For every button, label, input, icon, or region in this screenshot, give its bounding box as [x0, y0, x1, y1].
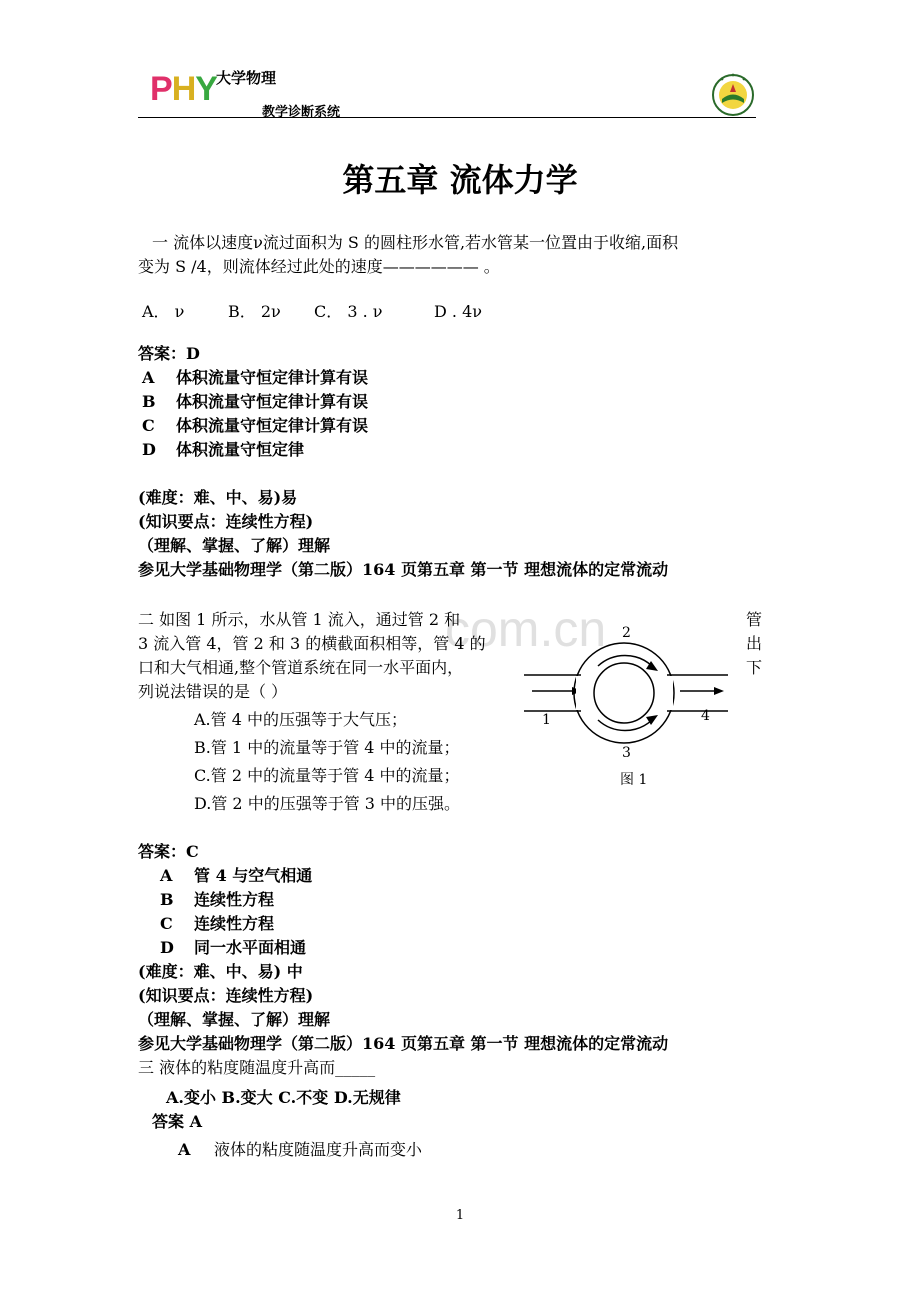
fig-label-2: 2: [622, 625, 631, 641]
q2-option-b: B.管 1 中的流量等于管 4 中的流量；: [194, 738, 460, 757]
q2-note-c-letter: C: [160, 914, 173, 933]
q2-note-b-text: 连续性方程: [194, 890, 275, 909]
fig-label-3: 3: [622, 745, 631, 761]
q1-note-a-letter: A: [142, 368, 155, 387]
q1-option-d: D . 4ν: [434, 302, 482, 321]
q2-difficulty: (难度：难、中、易) 中: [138, 962, 303, 981]
university-seal-icon: [710, 72, 756, 118]
q2-stem-line4: 列说法错误的是（ ）: [138, 682, 288, 701]
pipe2-flow-arc: [598, 656, 652, 666]
header-line1: 大学物理: [216, 69, 277, 87]
q2-option-a: A.管 4 中的压强等于大气压；: [194, 710, 407, 729]
q2-level: （理解、掌握、了解）理解: [138, 1010, 331, 1029]
q1-note-d-text: 体积流量守恒定律: [176, 440, 305, 459]
q2-note-c-text: 连续性方程: [194, 914, 275, 933]
header-line2: 教学诊断系统: [262, 105, 341, 120]
pipe-diagram: [520, 618, 732, 794]
pipe-outer-ring: [574, 643, 674, 743]
q2-note-a-letter: A: [160, 866, 173, 885]
q1-option-c: C． 3 . ν: [314, 302, 383, 321]
q2-option-d: D.管 2 中的压强等于管 3 中的压强。: [194, 794, 461, 813]
chapter-title: 第五章 流体力学: [342, 161, 578, 199]
page-number: 1: [455, 1208, 465, 1223]
q1-difficulty: (难度：难、中、易)易: [138, 488, 298, 507]
pipe-inner-ring: [594, 663, 654, 723]
q1-answer: 答案：D: [138, 344, 200, 363]
header-divider: [138, 117, 756, 118]
q1-stem-line1: 一 流体以速度ν流过面积为 S 的圆柱形水管,若水管某一位置由于收缩,面积: [152, 233, 679, 252]
pipe4-arrow-head: [714, 687, 724, 695]
pipe3-flow-arc: [598, 720, 652, 730]
q1-knowledge: (知识要点：连续性方程): [138, 512, 314, 531]
q2-note-d-letter: D: [160, 938, 174, 957]
q2-stem-line3: 口和大气相通,整个管道系统在同一水平面内，: [138, 658, 464, 677]
q2-option-c: C.管 2 中的流量等于管 4 中的流量；: [194, 766, 460, 785]
q1-note-a-text: 体积流量守恒定律计算有误: [176, 368, 369, 387]
fig-label-4: 4: [701, 708, 710, 724]
q1-option-a: A． ν: [142, 302, 185, 321]
q3-note-letter: A: [178, 1140, 191, 1159]
q3-note-text: 液体的粘度随温度升高而变小: [214, 1140, 423, 1159]
q2-stem-line2: 3 流入管 4，管 2 和 3 的横截面积相等，管 4 的: [138, 634, 486, 653]
q1-note-b-letter: B: [142, 392, 156, 411]
q3-stem: 三 液体的粘度随温度升高而_____: [138, 1058, 376, 1077]
q1-level: （理解、掌握、了解）理解: [138, 536, 331, 555]
q2-answer: 答案：C: [138, 842, 199, 861]
q2-note-b-letter: B: [160, 890, 174, 909]
q2-side-char-3: 下: [746, 658, 763, 677]
q1-note-d-letter: D: [142, 440, 156, 459]
q2-note-a-text: 管 4 与空气相通: [194, 866, 313, 885]
q1-reference: 参见大学基础物理学（第二版）164 页第五章 第一节 理想流体的定常流动: [138, 560, 669, 579]
q1-note-c-letter: C: [142, 416, 155, 435]
q2-stem-line1: 二 如图 1 所示，水从管 1 流入，通过管 2 和: [138, 610, 461, 629]
phy-logo: PHY: [150, 70, 217, 108]
fig-caption: 图 1: [620, 772, 648, 788]
q2-side-char-1: 管: [746, 610, 763, 629]
q1-option-b: B． 2ν: [228, 302, 281, 321]
q1-note-b-text: 体积流量守恒定律计算有误: [176, 392, 369, 411]
watermark: com.cn: [445, 601, 607, 657]
q2-reference: 参见大学基础物理学（第二版）164 页第五章 第一节 理想流体的定常流动: [138, 1034, 669, 1053]
q3-options: A.变小 B.变大 C.不变 D.无规律: [166, 1088, 401, 1107]
q3-answer: 答案 A: [152, 1112, 202, 1131]
q1-note-c-text: 体积流量守恒定律计算有误: [176, 416, 369, 435]
q2-knowledge: (知识要点：连续性方程): [138, 986, 314, 1005]
q1-stem-line2: 变为 S /4，则流体经过此处的速度—————— 。: [138, 257, 500, 276]
q2-side-char-2: 出: [746, 634, 763, 653]
q2-note-d-text: 同一水平面相通: [194, 938, 307, 957]
fig-label-1: 1: [542, 712, 551, 728]
